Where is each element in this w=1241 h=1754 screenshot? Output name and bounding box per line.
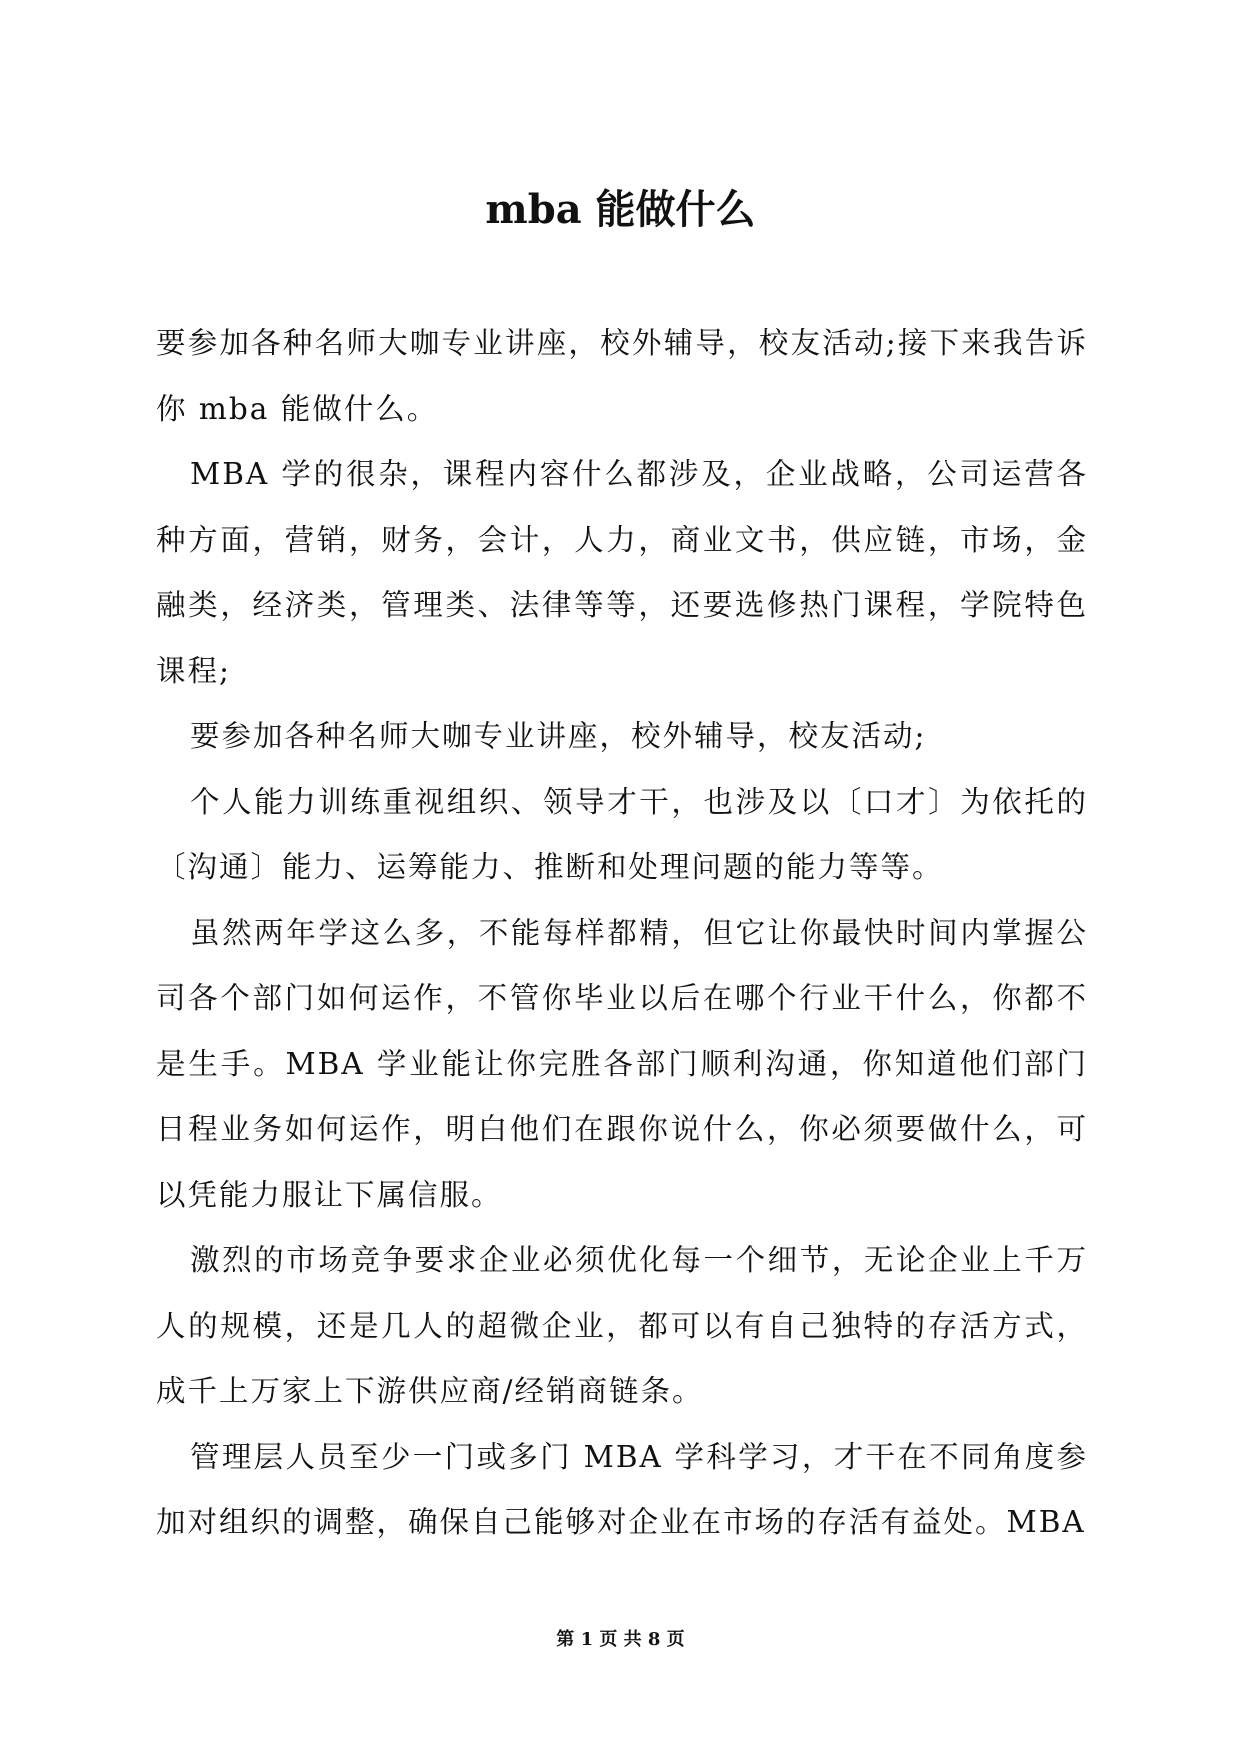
paragraph-5: 虽然两年学这么多，不能每样都精，但它让你最快时间内掌握公司各个部门如何运作，不管你毕业以后在哪个行业干什么，你都不是生手。MBA 学业能让你完胜各部门顺利沟通，你知道他们部门日程业务如何运作，明白他们在跟你说什么，你必须要做什么，可以凭能力服让下属信服。 (156, 915, 1088, 1212)
page-indicator: 第 1 页 共 8 页 (556, 1629, 685, 1650)
document-body (156, 311, 1088, 1556)
paragraph-3: 要参加各种名师大咖专业讲座，校外辅导，校友活动; (190, 719, 927, 753)
page-footer (0, 1628, 1241, 1652)
paragraph-1: 要参加各种名师大咖专业讲座，校外辅导，校友活动;接下来我告诉你 mba 能做什么。 (156, 326, 1088, 426)
paragraph-6: 激烈的市场竞争要求企业必须优化每一个细节，无论企业上千万人的规模，还是几人的超微企业，都可以有自己独特的存活方式，成千上万家上下游供应商/经销商链条。 (156, 1243, 1088, 1408)
document-title: mba 能做什么 (485, 186, 756, 233)
paragraph-7: 管理层人员至少一门或多门 MBA 学科学习，才干在不同角度参加对组织的调整，确保自己能够对企业在市场的存活有益处。MBA (156, 1439, 1088, 1539)
paragraph-2: MBA 学的很杂，课程内容什么都涉及，企业战略，公司运营各种方面，营销，财务，会计，人力，商业文书，供应链，市场，金融类，经济类，管理类、法律等等，还要选修热门课程，学院特色课程; (156, 457, 1088, 688)
paragraph-4: 个人能力训练重视组织、领导才干，也涉及以〔口才〕为依托的〔沟通〕能力、运筹能力、推断和处理问题的能力等等。 (156, 784, 1088, 884)
